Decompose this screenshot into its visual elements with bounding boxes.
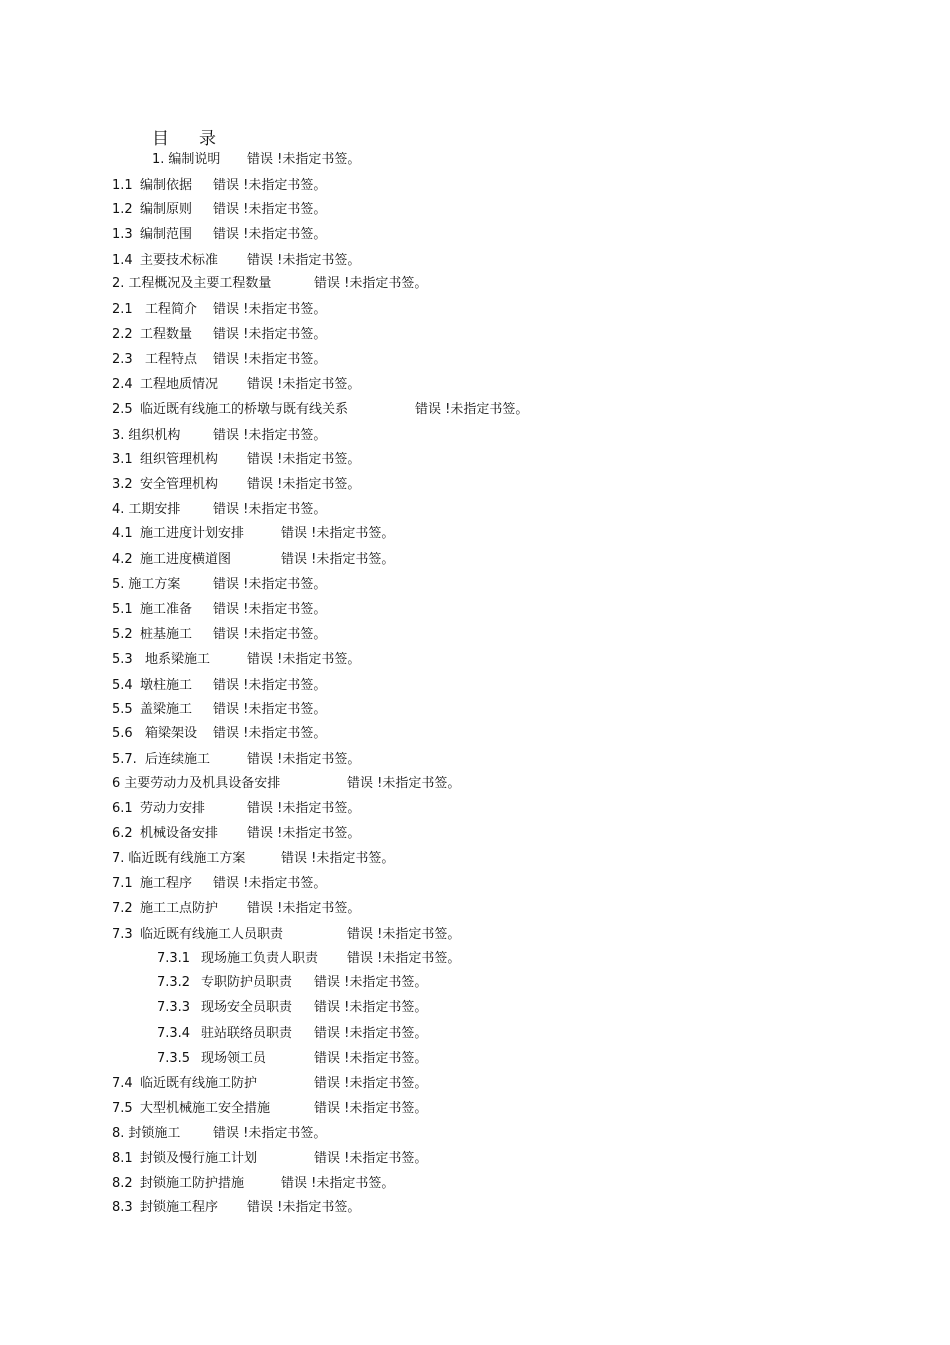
- toc-entry-page-ref: 错误 !未指定书签。: [247, 826, 361, 841]
- toc-entry-title: 主要劳动力及机具设备安排: [124, 776, 281, 791]
- toc-entry-page-ref: 错误 !未指定书签。: [247, 752, 361, 767]
- toc-entry-title: 工期安排: [128, 502, 181, 517]
- toc-entry-number: 5.6: [112, 726, 133, 741]
- toc-entry-title: 施工程序: [140, 876, 193, 891]
- toc-entry-number: 6.1: [112, 801, 133, 816]
- toc-entry-page-ref: 错误 !未指定书签。: [247, 253, 361, 268]
- toc-entry-page-ref: 错误 !未指定书签。: [347, 927, 461, 942]
- toc-entry-page-ref: 错误 !未指定书签。: [314, 975, 428, 990]
- toc-entry-page-ref: 错误 !未指定书签。: [213, 577, 327, 592]
- toc-entry-title: 封锁及慢行施工计划: [140, 1151, 258, 1166]
- toc-entry-page-ref: 错误 !未指定书签。: [314, 1000, 428, 1015]
- toc-entry-page-ref: 错误 !未指定书签。: [213, 726, 327, 741]
- toc-entry-number: 2.3: [112, 352, 133, 367]
- toc-entry-title: 编制说明: [168, 152, 221, 167]
- toc-entry[interactable]: [112, 274, 428, 294]
- toc-entry-number: 1.: [152, 152, 165, 167]
- toc-entry-title: 箱梁架设: [145, 726, 198, 741]
- toc-entry[interactable]: [112, 426, 327, 446]
- toc-entry-number: 5.7.: [112, 752, 137, 767]
- toc-entry-page-ref: 错误 !未指定书签。: [213, 502, 327, 517]
- toc-entry[interactable]: [152, 150, 361, 170]
- toc-entry-page-ref: 错误 !未指定书签。: [213, 876, 327, 891]
- toc-entry-number: 7.4: [112, 1076, 133, 1091]
- toc-entry-title: 组织机构: [128, 428, 181, 443]
- toc-entry-page-ref: 错误 !未指定书签。: [213, 202, 327, 217]
- toc-entry-page-ref: 错误 !未指定书签。: [314, 1076, 428, 1091]
- toc-entry-number: 3.: [112, 428, 125, 443]
- toc-entry-number: 6.2: [112, 826, 133, 841]
- toc-entry-page-ref: 错误 !未指定书签。: [314, 1026, 428, 1041]
- toc-entry-title: 封锁施工防护措施: [140, 1176, 245, 1191]
- toc-entry-page-ref: 错误 !未指定书签。: [247, 1200, 361, 1215]
- toc-entry-title: 盖梁施工: [140, 702, 193, 717]
- toc-entry-number: 5.2: [112, 627, 133, 642]
- toc-entry-page-ref: 错误 !未指定书签。: [314, 1051, 428, 1066]
- toc-entry-title: 临近既有线施工防护: [140, 1076, 258, 1091]
- toc-entry-number: 1.4: [112, 253, 133, 268]
- toc-entry-number: 8.2: [112, 1176, 133, 1191]
- toc-entry-number: 1.3: [112, 227, 133, 242]
- toc-entry-number: 2.5: [112, 402, 133, 417]
- toc-entry-page-ref: 错误 !未指定书签。: [213, 227, 327, 242]
- toc-entry-title: 桩基施工: [140, 627, 193, 642]
- toc-entry-title: 地系梁施工: [145, 652, 211, 667]
- toc-entry-number: 4.: [112, 502, 125, 517]
- toc-entry-page-ref: 错误 !未指定书签。: [247, 652, 361, 667]
- toc-entry-page-ref: 错误 !未指定书签。: [213, 178, 327, 193]
- toc-entry-number: 5.5: [112, 702, 133, 717]
- toc-entry-title: 施工准备: [140, 602, 193, 617]
- toc-entry-number: 1.2: [112, 202, 133, 217]
- toc-entry-title: 工程概况及主要工程数量: [128, 276, 272, 291]
- toc-entry-page-ref: 错误 !未指定书签。: [247, 477, 361, 492]
- toc-entry-number: 2.: [112, 276, 125, 291]
- toc-entry-page-ref: 错误 !未指定书签。: [347, 776, 461, 791]
- toc-entry-number: 7.1: [112, 876, 133, 891]
- toc-entry-number: 8.: [112, 1126, 125, 1141]
- toc-entry-number: 6: [112, 776, 121, 791]
- toc-entry-title: 编制依据: [140, 178, 193, 193]
- toc-entry-title: 现场施工负责人职责: [201, 951, 319, 966]
- toc-entry-page-ref: 错误 !未指定书签。: [281, 1176, 395, 1191]
- toc-entry-number: 4.2: [112, 552, 133, 567]
- toc-entry-page-ref: 错误 !未指定书签。: [314, 1151, 428, 1166]
- toc-entry-title: 施工工点防护: [140, 901, 219, 916]
- toc-entry-page-ref: 错误 !未指定书签。: [213, 352, 327, 367]
- toc-entry-number: 7.2: [112, 901, 133, 916]
- toc-entry-page-ref: 错误 !未指定书签。: [281, 851, 395, 866]
- toc-heading-part2: 录: [199, 129, 216, 149]
- toc-entry-number: 2.4: [112, 377, 133, 392]
- toc-entry-title: 现场安全员职责: [201, 1000, 293, 1015]
- toc-entry-title: 临近既有线施工方案: [128, 851, 246, 866]
- toc-entry-page-ref: 错误 !未指定书签。: [281, 552, 395, 567]
- toc-entry-number: 7.3: [112, 927, 133, 942]
- toc-entry-title: 机械设备安排: [140, 826, 219, 841]
- toc-entry-number: 8.1: [112, 1151, 133, 1166]
- toc-entry-title: 墩柱施工: [140, 678, 193, 693]
- toc-entry-title: 工程简介: [145, 302, 198, 317]
- toc-entry-title: 临近既有线施工人员职责: [140, 927, 284, 942]
- toc-entry-title: 后连续施工: [145, 752, 211, 767]
- toc-entry-page-ref: 错误 !未指定书签。: [247, 152, 361, 167]
- toc-entry-number: 7.3.4: [157, 1026, 191, 1041]
- toc-entry-number: 5.3: [112, 652, 133, 667]
- toc-entry-number: 7.: [112, 851, 125, 866]
- toc-entry-number: 2.2: [112, 327, 133, 342]
- toc-entry-number: 8.3: [112, 1200, 133, 1215]
- toc-entry-title: 组织管理机构: [140, 452, 219, 467]
- toc-entry-number: 3.1: [112, 452, 133, 467]
- toc-entry-number: 3.2: [112, 477, 133, 492]
- toc-entry-page-ref: 错误 !未指定书签。: [213, 627, 327, 642]
- toc-entry-page-ref: 错误 !未指定书签。: [281, 526, 395, 541]
- toc-entry-page-ref: 错误 !未指定书签。: [247, 901, 361, 916]
- toc-entry-title: 大型机械施工安全措施: [140, 1101, 271, 1116]
- toc-entry-page-ref: 错误 !未指定书签。: [213, 428, 327, 443]
- toc-entry-page-ref: 错误 !未指定书签。: [213, 1126, 327, 1141]
- toc-entry-page-ref: 错误 !未指定书签。: [213, 702, 327, 717]
- toc-entry[interactable]: [112, 774, 461, 794]
- toc-entry-title: 施工方案: [128, 577, 181, 592]
- toc-entry[interactable]: [112, 575, 327, 595]
- toc-entry-number: 5.1: [112, 602, 133, 617]
- toc-entry-page-ref: 错误 !未指定书签。: [213, 678, 327, 693]
- toc-entry-page-ref: 错误 !未指定书签。: [247, 801, 361, 816]
- toc-entry-number: 7.5: [112, 1101, 133, 1116]
- toc-entry-title: 临近既有线施工的桥墩与既有线关系: [140, 402, 349, 417]
- toc-entry-page-ref: 错误 !未指定书签。: [213, 302, 327, 317]
- toc-entry-title: 编制范围: [140, 227, 193, 242]
- toc-entry-page-ref: 错误 !未指定书签。: [314, 1101, 428, 1116]
- toc-entry-page-ref: 错误 !未指定书签。: [347, 951, 461, 966]
- toc-entry-title: 驻站联络员职责: [201, 1026, 293, 1041]
- toc-entry-page-ref: 错误 !未指定书签。: [247, 377, 361, 392]
- toc-heading-part1: 目: [152, 129, 169, 149]
- toc-entry-title: 工程地质情况: [140, 377, 219, 392]
- toc-entry-title: 施工进度横道图: [140, 552, 232, 567]
- toc-entry-title: 编制原则: [140, 202, 193, 217]
- toc-entry-title: 专职防护员职责: [201, 975, 293, 990]
- toc-entry-title: 封锁施工: [128, 1126, 181, 1141]
- toc-entry-number: 7.3.2: [157, 975, 191, 990]
- toc-entry-page-ref: 错误 !未指定书签。: [213, 327, 327, 342]
- toc-entry-page-ref: 错误 !未指定书签。: [247, 452, 361, 467]
- toc-entry-number: 7.3.1: [157, 951, 191, 966]
- toc-entry-number: 2.1: [112, 302, 133, 317]
- toc-entry-title: 现场领工员: [201, 1051, 267, 1066]
- toc-entry[interactable]: [112, 1124, 327, 1144]
- toc-entry-page-ref: 错误 !未指定书签。: [415, 402, 529, 417]
- toc-entry-title: 工程数量: [140, 327, 193, 342]
- toc-entry-number: 4.1: [112, 526, 133, 541]
- toc-entry[interactable]: [112, 500, 327, 520]
- toc-entry-number: 1.1: [112, 178, 133, 193]
- toc-entry-title: 工程特点: [145, 352, 198, 367]
- toc-entry-title: 劳动力安排: [140, 801, 206, 816]
- toc-entry[interactable]: [112, 849, 395, 869]
- toc-entry-title: 封锁施工程序: [140, 1200, 219, 1215]
- toc-entry-title: 主要技术标准: [140, 253, 219, 268]
- toc-entry-page-ref: 错误 !未指定书签。: [213, 602, 327, 617]
- toc-entry-number: 5.: [112, 577, 125, 592]
- toc-entry-number: 7.3.5: [157, 1051, 191, 1066]
- toc-entry-number: 7.3.3: [157, 1000, 191, 1015]
- toc-entry-title: 施工进度计划安排: [140, 526, 245, 541]
- toc-entry-title: 安全管理机构: [140, 477, 219, 492]
- toc-entry-page-ref: 错误 !未指定书签。: [314, 276, 428, 291]
- toc-entry-number: 5.4: [112, 678, 133, 693]
